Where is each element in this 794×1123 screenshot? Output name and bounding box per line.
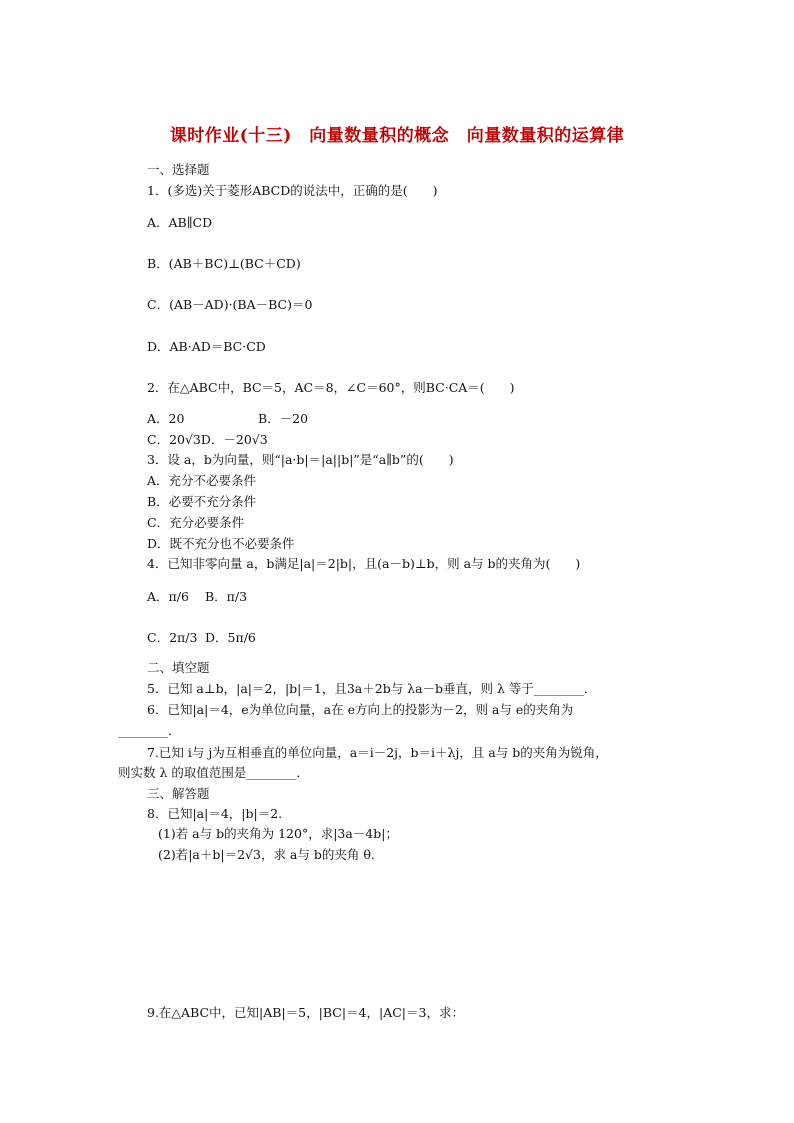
q3-stem: 3．设 a，b为向量，则“|a·b|＝|a||b|”是“a∥b”的( ) [147,452,454,467]
q4-stem: 4．已知非零向量 a，b满足|a|＝2|b|，且(a－b)⊥b，则 a与 b的夹角为( ) [147,556,581,571]
q7-line2: 则实数 λ 的取值范围是________． [118,765,309,780]
q2-option-b: B．－20 [258,411,309,426]
section-heading-choice: 一、选择题 [147,162,210,177]
q1-option-c: C．(AB－AD)·(BA－BC)＝0 [147,297,313,312]
q1-stem: 1．(多选)关于菱形ABCD的说法中，正确的是( ) [147,183,438,198]
q3-option-b: B．必要不充分条件 [147,494,257,509]
q2-stem: 2．在△ABC中，BC＝5，AC＝8，∠C＝60°，则BC·CA＝( ) [147,380,515,395]
q5-text: 5．已知 a⊥b，|a|＝2，|b|＝1，且3a＋2b与 λa－b垂直，则 λ 等于________． [147,681,597,696]
q3-option-a: A．充分不必要条件 [147,473,257,488]
q1-option-b: B．(AB＋BC)⊥(BC＋CD) [147,256,301,271]
q4-option-c: C．2π/3 [147,630,198,645]
q2-option-a: A．20 [147,411,185,426]
q3-option-d: D．既不充分也不必要条件 [147,536,295,551]
q8-part1: (1)若 a与 b的夹角为 120°，求|3a－4b|； [158,826,398,841]
q7-line1: 7.已知 i与 j为互相垂直的单位向量，a＝i－2j，b＝i＋λj，且 a与 b的夹角为锐角， [147,745,608,760]
q2-option-cd: C．20√3D．－20√3 [147,432,268,447]
q4-option-d: D．5π/6 [205,630,256,645]
page-title: 课时作业(十三) 向量数量积的概念 向量数量积的运算律 [169,126,625,146]
q4-option-a: A．π/6 [147,589,189,604]
q3-option-c: C．充分必要条件 [147,515,245,530]
q6-line2: ________． [118,723,181,738]
q9-stem: 9.在△ABC中，已知|AB|＝5，|BC|＝4，|AC|＝3，求： [147,1005,464,1020]
q1-option-d: D．AB·AD＝BC·CD [147,339,266,354]
q6-line1: 6．已知|a|＝4，e为单位向量，a在 e方向上的投影为－2，则 a与 e的夹角为 [147,702,574,717]
section-heading-fill: 二、填空题 [147,660,210,675]
q8-part2: (2)若|a＋b|＝2√3，求 a与 b的夹角 θ. [158,847,375,862]
q8-stem: 8．已知|a|＝4，|b|＝2. [147,806,283,821]
q1-option-a: A．AB∥CD [147,215,213,230]
section-heading-answer: 三、解答题 [147,786,210,801]
q4-option-b: B．π/3 [205,589,248,604]
